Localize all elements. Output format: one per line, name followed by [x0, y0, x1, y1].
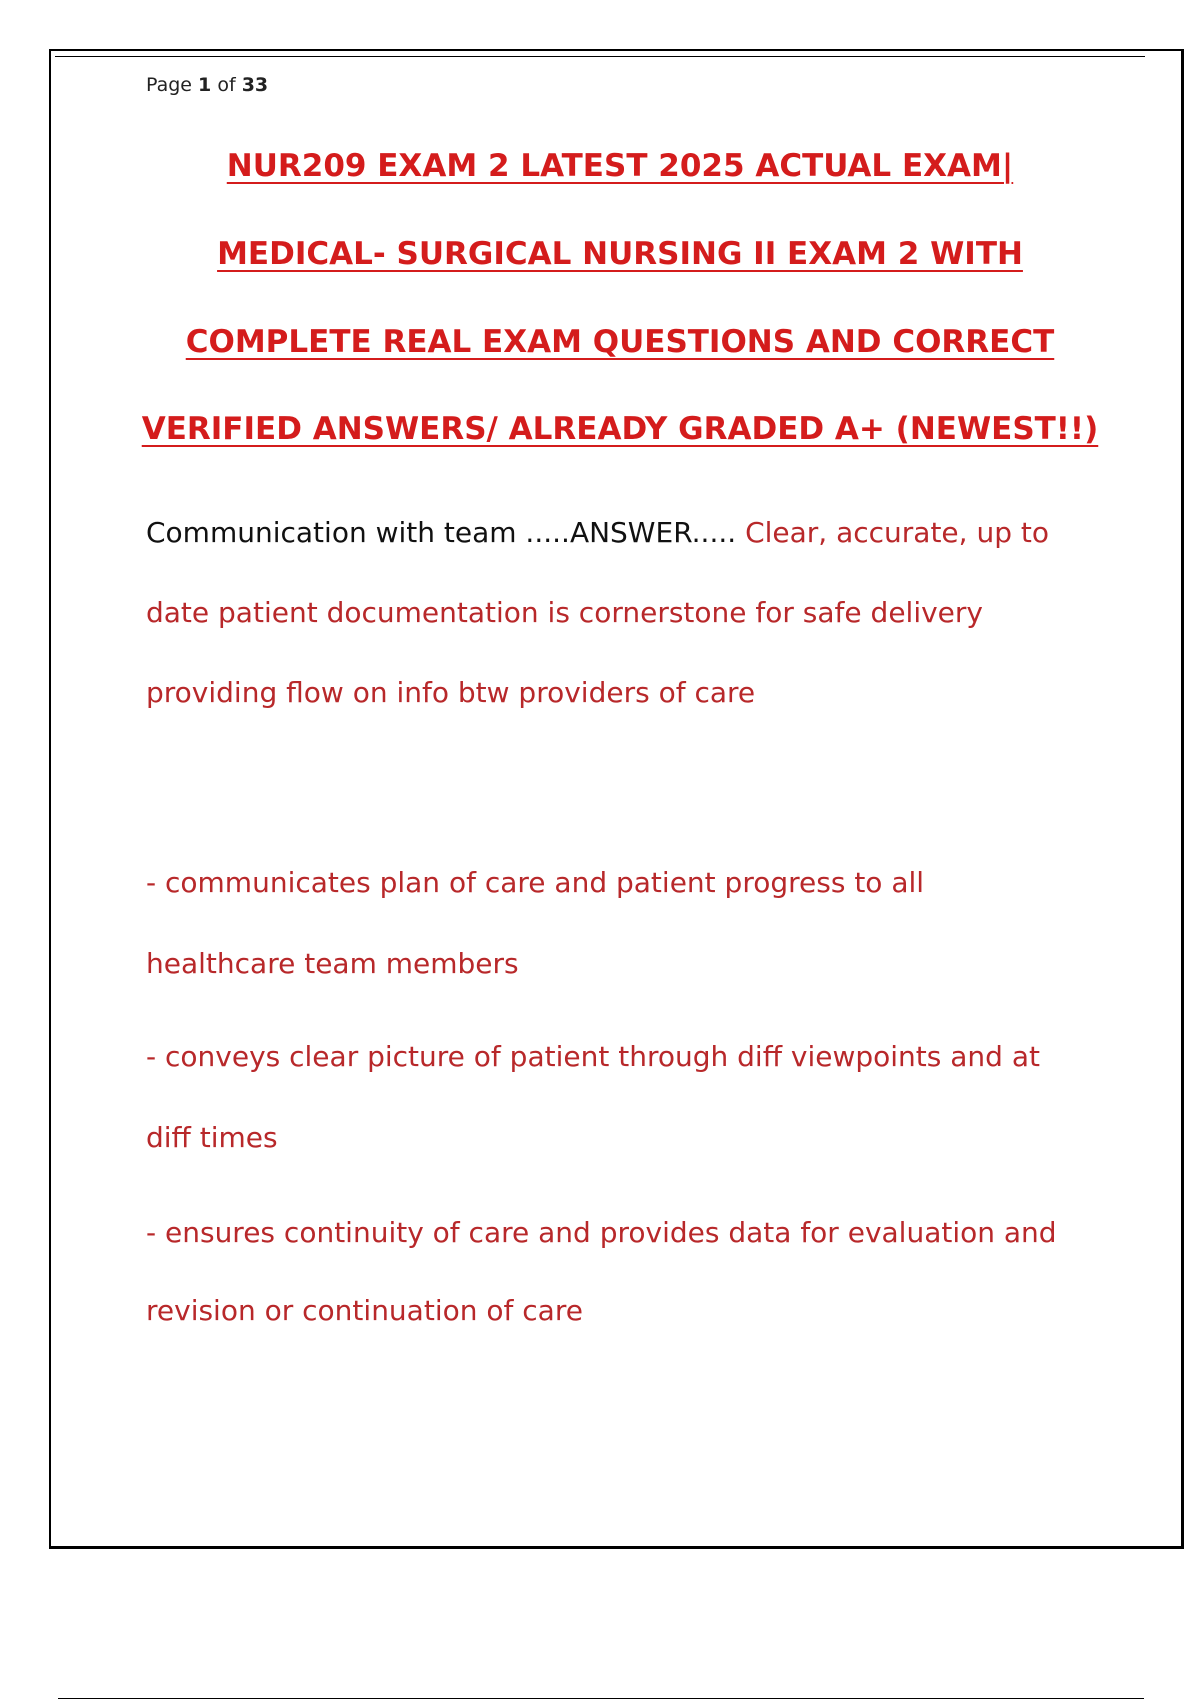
- answer-text-start: Clear, accurate, up to: [745, 516, 1049, 549]
- answer-bullet: - communicates plan of care and patient progress to all: [146, 866, 925, 899]
- answer-line: healthcare team members: [146, 947, 519, 980]
- qa-first-line: [146, 516, 1049, 549]
- page-prefix: Page: [146, 74, 199, 96]
- page-current: 1: [198, 74, 212, 96]
- top-rule: [55, 56, 1145, 57]
- document-title-line-3: COMPLETE REAL EXAM QUESTIONS AND CORRECT: [185, 324, 1055, 360]
- page-separator: of: [211, 74, 242, 96]
- document-title-line-4: VERIFIED ANSWERS/ ALREADY GRADED A+ (NEWEST!!): [141, 411, 1099, 447]
- page-total: 33: [241, 74, 269, 96]
- answer-line: date patient documentation is cornerstone for safe delivery: [146, 596, 983, 629]
- answer-bullet: - ensures continuity of care and provides data for evaluation and: [146, 1216, 1057, 1249]
- document-title-line-2: MEDICAL- SURGICAL NURSING II EXAM 2 WITH: [217, 236, 1023, 272]
- answer-line: revision or continuation of care: [146, 1294, 583, 1327]
- answer-line: providing flow on info btw providers of care: [146, 676, 756, 709]
- page-indicator: [146, 74, 268, 96]
- question-text: Communication with team .....ANSWER.....: [146, 516, 737, 549]
- bottom-rule: [58, 1698, 1144, 1699]
- answer-line: diff times: [146, 1121, 278, 1154]
- document-title-line-1: NUR209 EXAM 2 LATEST 2025 ACTUAL EXAM|: [226, 148, 1014, 184]
- answer-bullet: - conveys clear picture of patient through diff viewpoints and at: [146, 1040, 1040, 1073]
